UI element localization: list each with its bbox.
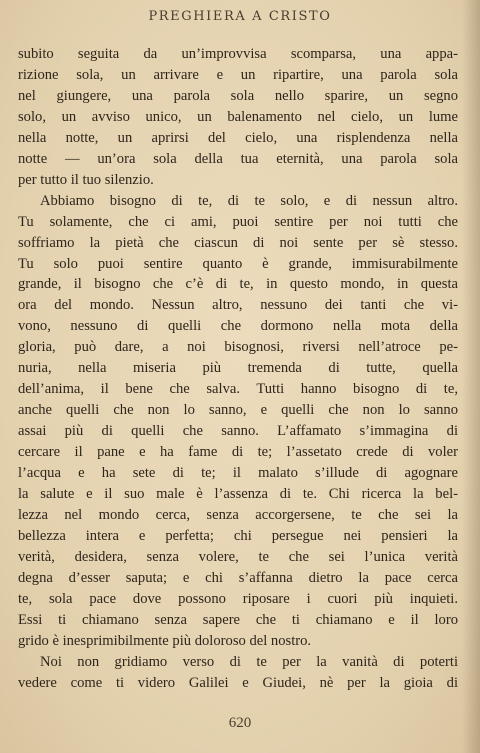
text-line: gloria, può dare, a noi bisognosi, riversi nell’atroce pe- xyxy=(18,339,458,356)
text-line: grande, il bisogno che c’è di te, in questo mondo, in questa xyxy=(18,276,458,293)
text-line: Noi non gridiamo verso di te per la vanità di poterti xyxy=(40,653,458,670)
text-line: cercare il pane e ha fame di te; l’assetato crede di voler xyxy=(18,444,458,461)
text-line: Essi ti chiamano senza sapere che ti chiamano e il loro xyxy=(18,611,458,628)
text-line: soffriamo la pietà che ciascun di noi sente per sè stesso. xyxy=(18,234,458,251)
text-line: solo, un avviso unico, un balenamento nel cielo, un lume xyxy=(18,108,458,125)
text-line: nel giungere, una parola sola nello sparire, un segno xyxy=(18,87,458,104)
page-number: 620 xyxy=(228,715,252,731)
text-line: te, sola pace dove possono riposare i cuori più inquieti. xyxy=(18,590,458,607)
text-line: Abbiamo bisogno di te, di te solo, e di nessun altro. xyxy=(40,192,458,209)
text-line: vono, nessuno di quelli che dormono nella mota della xyxy=(18,318,458,335)
text-line: rizione sola, un arrivare e un ripartire, una parola sola xyxy=(18,66,458,83)
text-line: la salute e il suo male è l’assenza di te. Chi ricerca la bel- xyxy=(18,486,458,503)
text-line: dell’anima, il bene che salva. Tutti hanno bisogno di te, xyxy=(18,381,458,398)
paragraph xyxy=(18,191,458,652)
text-line: per tutto il tuo silenzio. xyxy=(18,171,154,188)
text-line: l’acqua e ha sete di te; il malato s’illude di agognare xyxy=(18,465,458,482)
text-line: anche quelli che non lo sanno, e quelli che non lo sanno xyxy=(18,402,458,419)
paragraph xyxy=(18,652,458,694)
running-header: PREGHIERA A CRISTO xyxy=(148,9,332,24)
text-line: Tu solamente, che ci ami, puoi sentire per noi tutti che xyxy=(18,213,458,230)
text-line: grido è inesprimibilmente più doloroso del nostro. xyxy=(18,632,312,649)
text-line: ora del mondo. Nessun altro, nessuno dei tanti che vi- xyxy=(18,297,458,314)
text-line: assai più di quelli che sanno. L’affamato s’immagina di xyxy=(18,423,458,440)
text-line: bellezza intera e perfetta; chi persegue nei pensieri la xyxy=(18,527,458,544)
paragraph xyxy=(18,44,458,191)
text-line: Tu solo puoi sentire quanto è grande, immisurabilmente xyxy=(18,255,458,272)
page-edge-shadow xyxy=(462,0,480,753)
body-text xyxy=(18,44,458,694)
text-line: degna d’esser saputa; e chi s’affanna dietro la pace cerca xyxy=(18,569,458,586)
text-line: nuria, nella miseria più tremenda di tutte, quella xyxy=(18,360,458,377)
text-line: lezza nel mondo cerca, senza accorgersene, te che sei la xyxy=(18,506,458,523)
text-line: verità, desidera, senza volere, te che sei l’unica verità xyxy=(18,548,458,565)
text-line: notte — un’ora sola della tua eternità, una parola sola xyxy=(18,150,458,167)
text-line: vedere come ti videro Galilei e Giudei, nè per la gioia di xyxy=(18,674,458,691)
text-line: nella notte, un aprirsi del cielo, una risplendenza nella xyxy=(18,129,458,146)
text-line: subito seguita da un’improvvisa scomparsa, una appa- xyxy=(18,46,458,62)
